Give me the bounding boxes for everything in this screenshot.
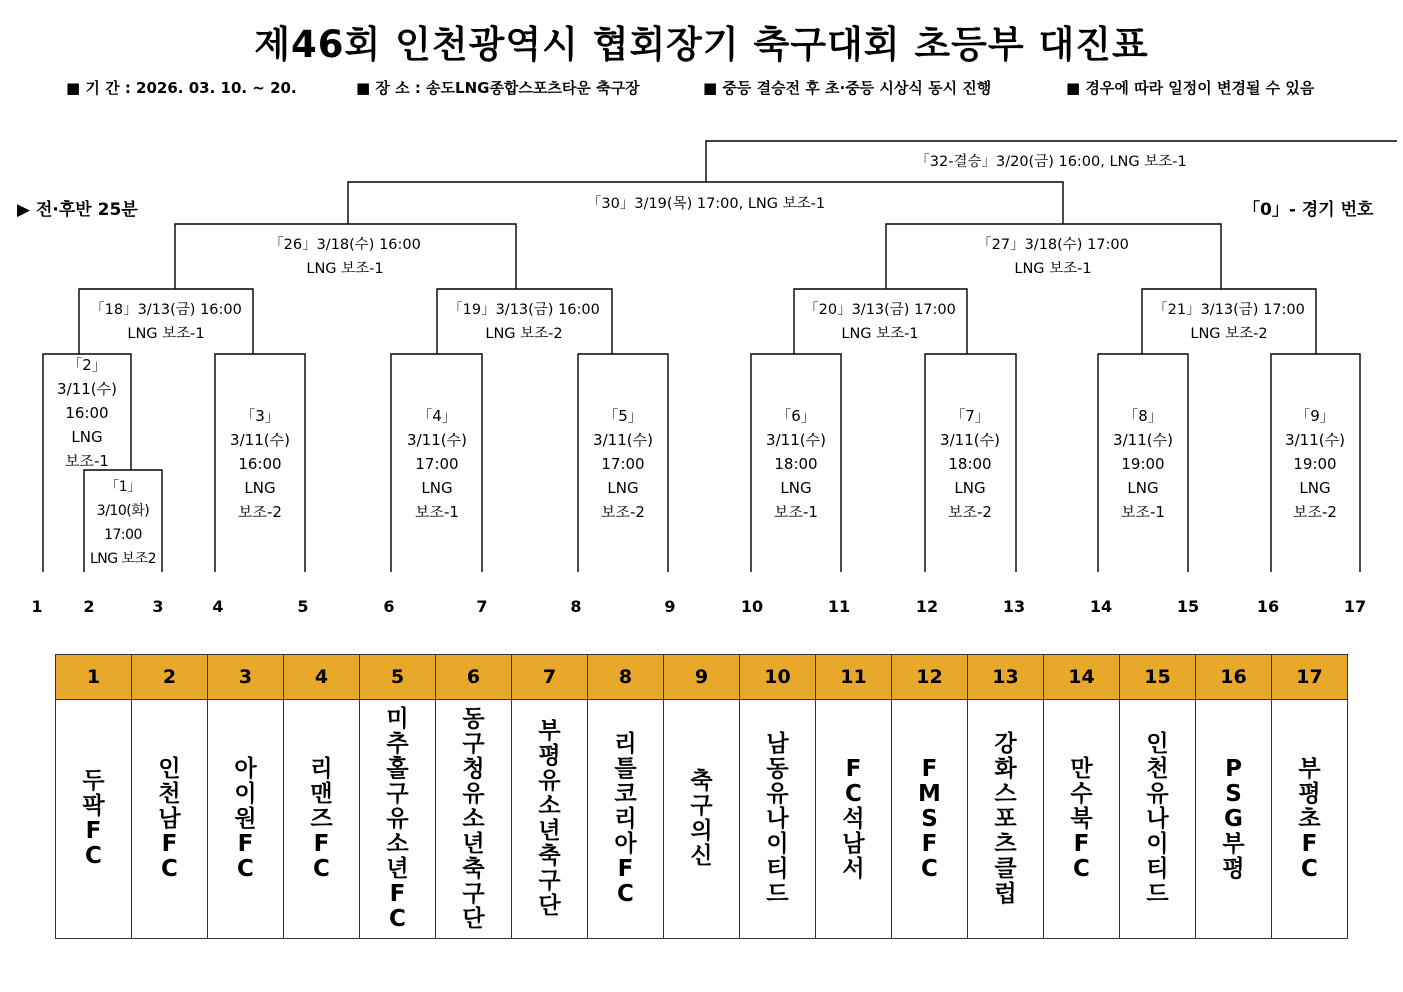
team-number: 7 bbox=[512, 655, 588, 700]
team-name: 인천유나이티드 bbox=[1146, 730, 1169, 907]
team-name: 동구청유소년축구단 bbox=[462, 705, 485, 932]
ceremony-info: ■ 중등 결승전 후 초·중등 시상식 동시 진행 bbox=[703, 79, 992, 97]
team-cell bbox=[1272, 700, 1348, 939]
team-number: 4 bbox=[284, 655, 360, 700]
team-name: 아이원FC bbox=[234, 755, 257, 882]
slot-number: 16 bbox=[1256, 597, 1280, 616]
r16-20-label: 「20」3/13(금) 17:00 LNG 보조-1 bbox=[804, 302, 956, 342]
team-number: 10 bbox=[740, 655, 816, 700]
team-number: 12 bbox=[892, 655, 968, 700]
team-cell bbox=[132, 700, 208, 939]
team-name: 강화스포츠클럽 bbox=[994, 730, 1017, 907]
team-name: 리틀코리아FC bbox=[614, 730, 637, 907]
team-number-row bbox=[56, 655, 1348, 700]
team-number: 17 bbox=[1272, 655, 1348, 700]
team-cell bbox=[1120, 700, 1196, 939]
venue-info: ■ 장 소 : 송도LNG종합스포츠타운 축구장 bbox=[356, 79, 640, 97]
match-1-label: 「1」 3/10(화) 17:00 LNG 보조2 bbox=[89, 479, 157, 567]
final-match-label: 「32-결승」3/20(금) 16:00, LNG 보조-1 bbox=[915, 154, 1187, 170]
semifinal-match-label: 「30」3/19(목) 17:00, LNG 보조-1 bbox=[586, 196, 826, 212]
slot-number: 2 bbox=[83, 597, 95, 616]
team-cell bbox=[208, 700, 284, 939]
team-name: FC석남서 bbox=[842, 755, 865, 882]
team-number: 14 bbox=[1044, 655, 1120, 700]
slot-number: 3 bbox=[152, 597, 164, 616]
slot-number: 7 bbox=[476, 597, 488, 616]
match-7-label: 「7」 3/11(수) 18:00 LNG 보조-2 bbox=[940, 407, 1000, 521]
slot-number: 17 bbox=[1343, 597, 1367, 616]
team-cell bbox=[512, 700, 588, 939]
team-number: 8 bbox=[588, 655, 664, 700]
match-8-label: 「8」 3/11(수) 19:00 LNG 보조-1 bbox=[1113, 407, 1173, 521]
team-cell bbox=[1196, 700, 1272, 939]
team-number: 15 bbox=[1120, 655, 1196, 700]
team-cell bbox=[816, 700, 892, 939]
team-cell bbox=[1044, 700, 1120, 939]
team-name: 부평유소년축구단 bbox=[538, 718, 561, 919]
r16-18-label: 「18」3/13(금) 16:00 LNG 보조-1 bbox=[90, 302, 242, 342]
team-name-row bbox=[56, 700, 1348, 939]
team-name: FMSFC bbox=[918, 755, 941, 882]
slot-number: 4 bbox=[212, 597, 224, 616]
slot-number: 12 bbox=[915, 597, 939, 616]
team-number: 1 bbox=[56, 655, 132, 700]
team-number: 3 bbox=[208, 655, 284, 700]
team-name: 인천남FC bbox=[158, 755, 181, 882]
slot-number: 6 bbox=[383, 597, 395, 616]
match-number-legend: 「0」- 경기 번호 bbox=[1243, 200, 1374, 220]
slot-number: 5 bbox=[297, 597, 309, 616]
team-cell bbox=[436, 700, 512, 939]
team-cell bbox=[284, 700, 360, 939]
team-table bbox=[55, 654, 1348, 939]
slot-number: 15 bbox=[1176, 597, 1200, 616]
match-9-label: 「9」 3/11(수) 19:00 LNG 보조-2 bbox=[1285, 407, 1345, 521]
match-2-label: 「2」 3/11(수) 16:00 LNG 보조-1 bbox=[57, 356, 117, 470]
team-number: 16 bbox=[1196, 655, 1272, 700]
match-6-label: 「6」 3/11(수) 18:00 LNG 보조-1 bbox=[766, 407, 826, 521]
slot-number: 9 bbox=[664, 597, 676, 616]
team-cell bbox=[892, 700, 968, 939]
slot-number: 13 bbox=[1002, 597, 1026, 616]
match-5-label: 「5」 3/11(수) 17:00 LNG 보조-2 bbox=[593, 407, 653, 521]
half-duration-note: ▶ 전·후반 25분 bbox=[17, 200, 138, 220]
r16-19-label: 「19」3/13(금) 16:00 LNG 보조-2 bbox=[448, 302, 600, 342]
match-4-label: 「4」 3/11(수) 17:00 LNG 보조-1 bbox=[407, 407, 467, 521]
team-number: 13 bbox=[968, 655, 1044, 700]
team-cell bbox=[968, 700, 1044, 939]
team-name: 남동유나이티드 bbox=[766, 730, 789, 907]
slot-number: 14 bbox=[1089, 597, 1113, 616]
team-number: 9 bbox=[664, 655, 740, 700]
slot-number: 1 bbox=[31, 597, 43, 616]
team-name: 축구의신 bbox=[690, 768, 713, 869]
team-number: 2 bbox=[132, 655, 208, 700]
team-cell bbox=[588, 700, 664, 939]
team-name: 만수북FC bbox=[1070, 755, 1093, 882]
team-name: 리맨즈FC bbox=[310, 755, 333, 882]
schedule-change-info: ■ 경우에 따라 일정이 변경될 수 있음 bbox=[1066, 79, 1315, 97]
r16-21-label: 「21」3/13(금) 17:00 LNG 보조-2 bbox=[1153, 302, 1305, 342]
slot-number: 11 bbox=[827, 597, 851, 616]
team-cell bbox=[664, 700, 740, 939]
team-cell bbox=[56, 700, 132, 939]
team-number: 11 bbox=[816, 655, 892, 700]
team-cell bbox=[360, 700, 436, 939]
team-name: 부평초FC bbox=[1298, 755, 1321, 882]
team-name: PSG부평 bbox=[1222, 755, 1245, 882]
team-name: 미추홀구유소년FC bbox=[386, 705, 409, 932]
page-title: 제46회 인천광역시 협회장기 축구대회 초등부 대진표 bbox=[254, 23, 1149, 66]
match-3-label: 「3」 3/11(수) 16:00 LNG 보조-2 bbox=[230, 407, 290, 521]
period-info: ■ 기 간 : 2026. 03. 10. ~ 20. bbox=[66, 79, 297, 97]
team-number: 5 bbox=[360, 655, 436, 700]
qf-27-label: 「27」3/18(수) 17:00 LNG 보조-1 bbox=[977, 237, 1129, 277]
qf-26-label: 「26」3/18(수) 16:00 LNG 보조-1 bbox=[269, 237, 421, 277]
team-name: 두팍FC bbox=[82, 768, 105, 869]
team-cell bbox=[740, 700, 816, 939]
slot-number: 10 bbox=[740, 597, 764, 616]
slot-number: 8 bbox=[570, 597, 582, 616]
team-number: 6 bbox=[436, 655, 512, 700]
